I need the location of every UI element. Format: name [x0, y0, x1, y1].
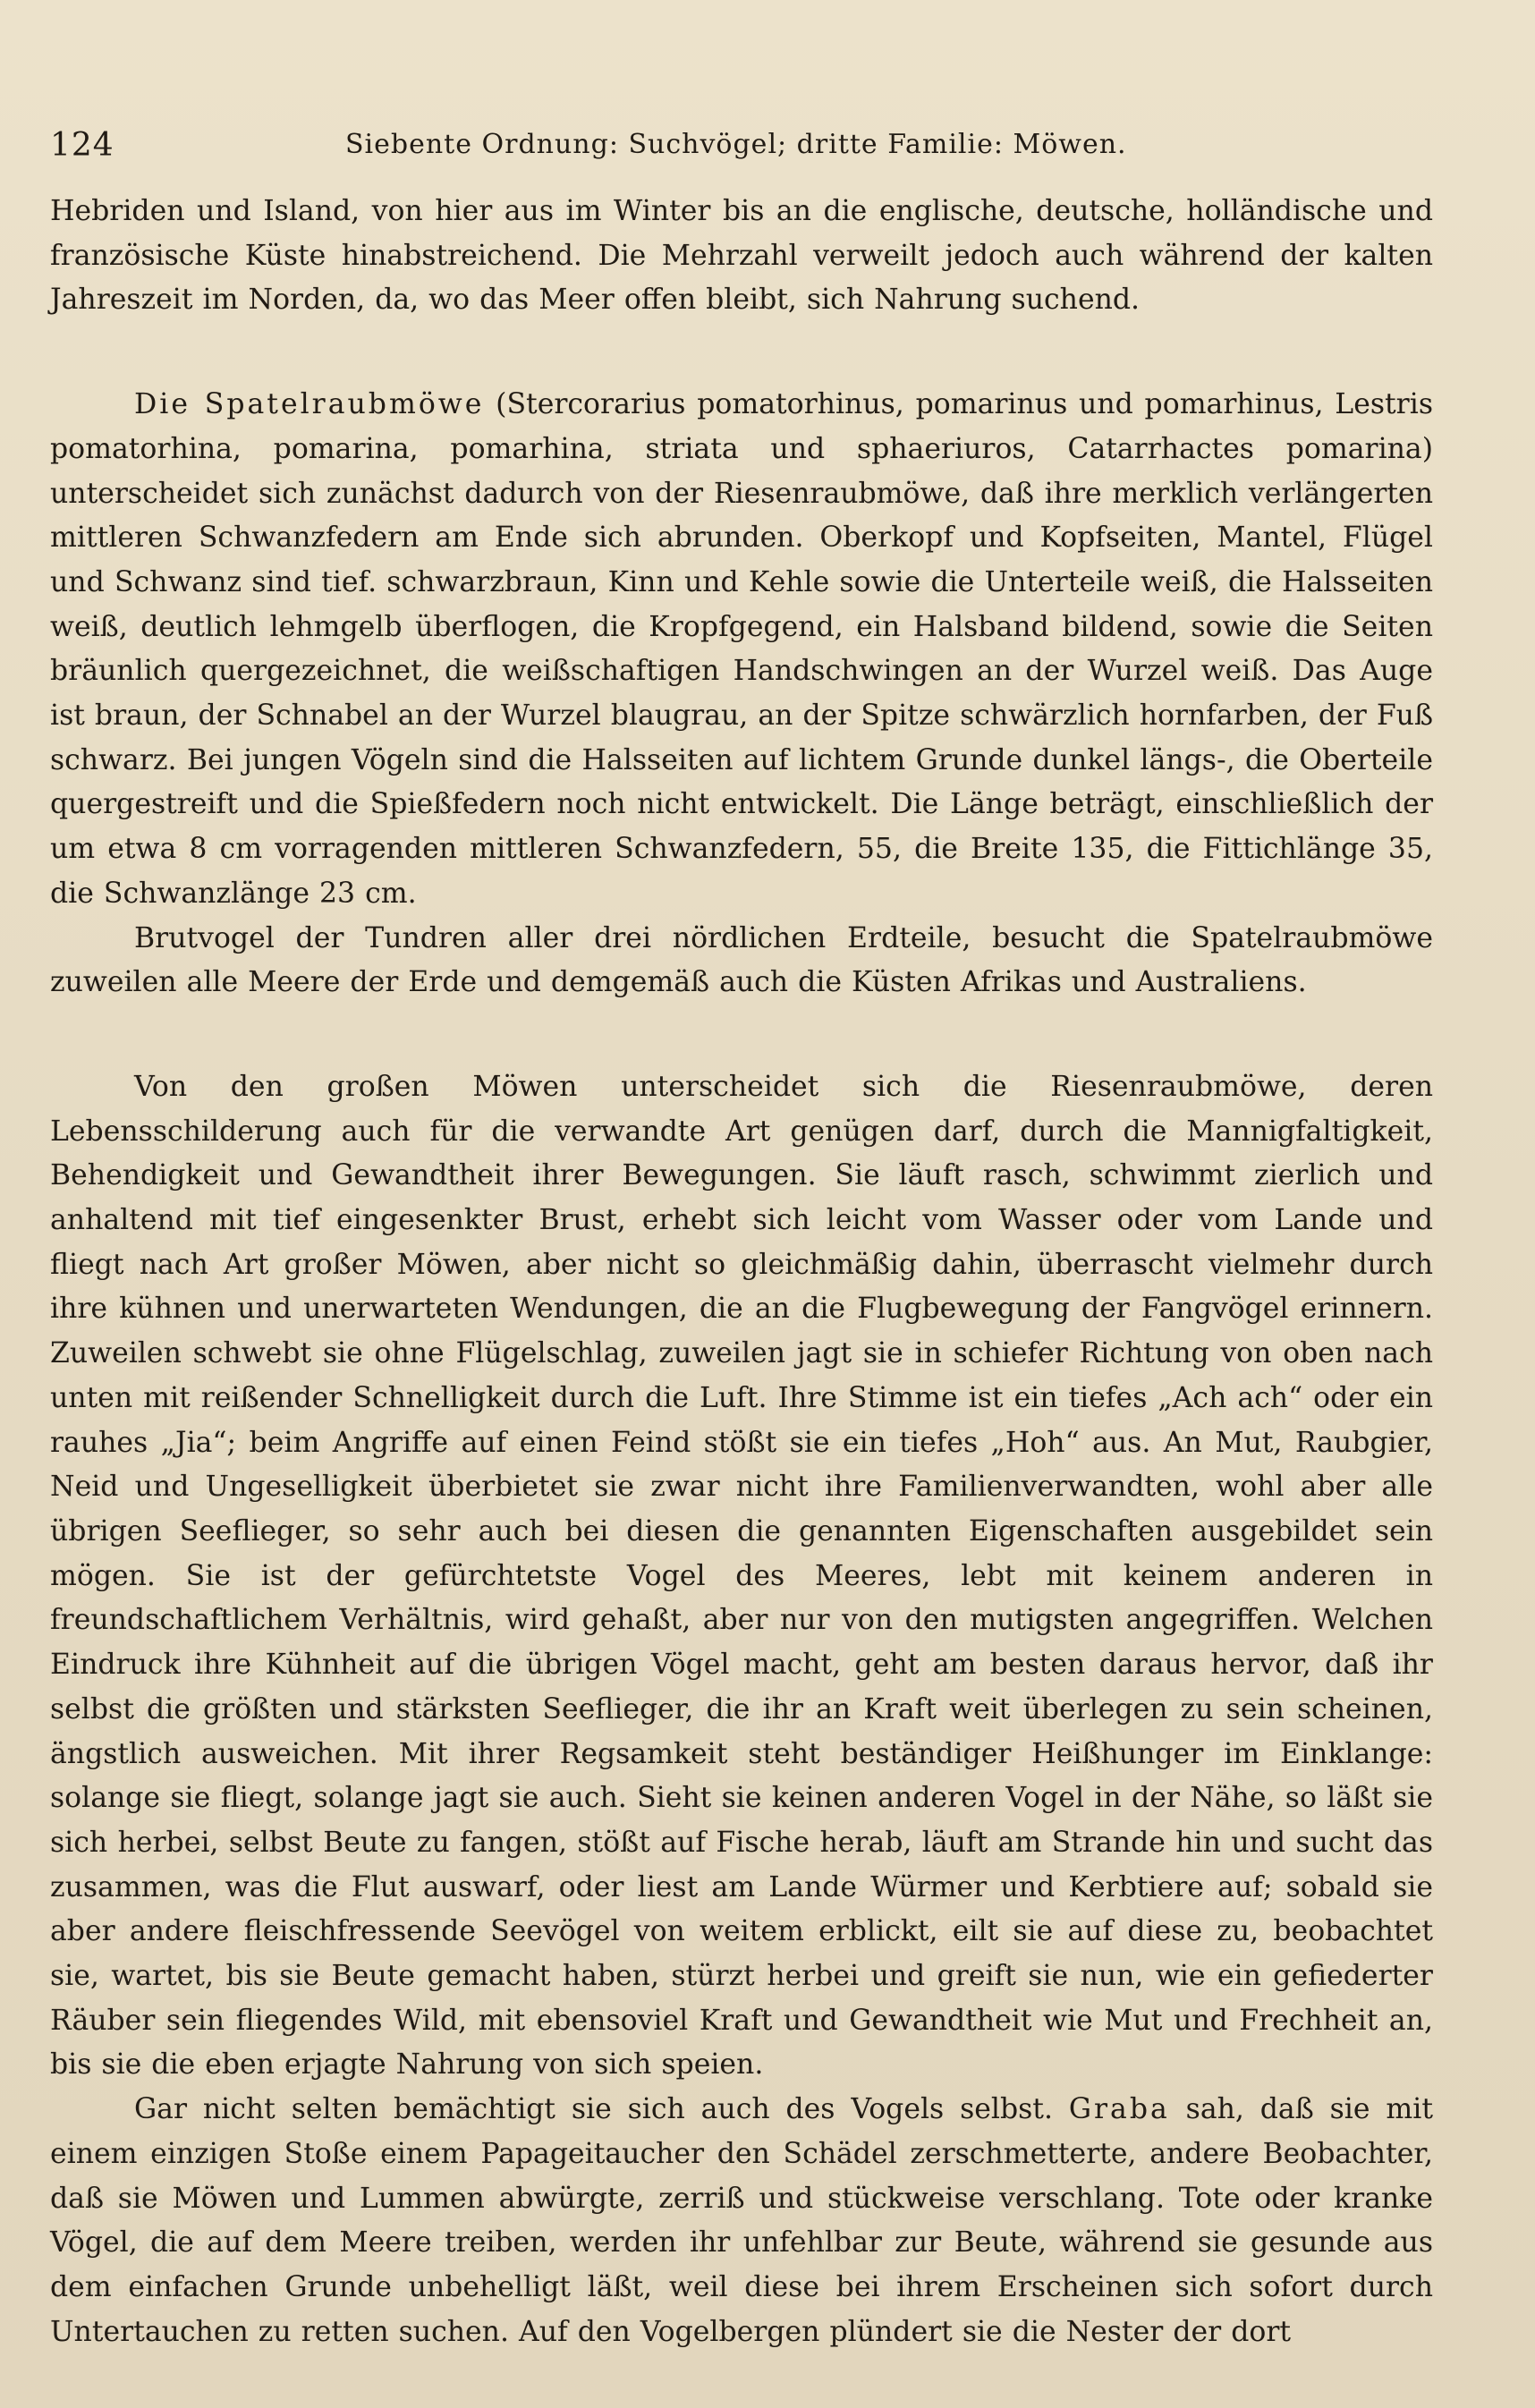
- paragraph-text: Von den großen Möwen unterscheidet sich die Riesenraubmöwe, deren Lebensschilderung auch für die verwandte Art genügen darf, durch die Mannigfaltigkeit, Behendigkeit und Gewandtheit ihrer Bewegungen. Sie läuft rasch, schwimmt zierlich und anhaltend mit tief eingesenkter Brust, erhebt sich leicht vom Wasser oder vom Lande und fliegt nach Art großer Möwen, aber nicht so gleichmäßig dahin, überrascht vielmehr durch ihre kühnen und unerwarteten Wendungen, die an die Flugbewegung der Fangvögel erinnern. Zuweilen schwebt sie ohne Flügelschlag, zuweilen jagt sie in schiefer Richtung von oben nach unten mit reißender Schnelligkeit durch die Luft. Ihre Stimme ist ein tiefes „Ach ach“ oder ein rauhes „Jia“; beim Angriffe auf einen Feind stößt sie ein tiefes „Hoh“ aus. An Mut, Raubgier, Neid und Ungeselligkeit überbietet sie zwar nicht ihre Familienverwandten, wohl aber alle übrigen Seeflieger, so sehr auch bei diesen die genannten Eigenschaften ausgebildet sein mögen. Sie ist der gefürchtetste Vogel des Meeres, lebt mit keinem anderen in freundschaftlichem Verhältnis, wird gehaßt, aber nur von den mutigsten angegriffen. Welchen Eindruck ihre Kühnheit auf die übrigen Vögel macht, geht am besten daraus hervor, daß ihr selbst die größten und stärksten Seeflieger, die ihr an Kraft weit überlegen zu sein scheinen, ängstlich ausweichen. Mit ihrer Regsamkeit steht beständiger Heißhunger im Einklange: solange sie fliegt, solange jagt sie auch. Sieht sie keinen anderen Vogel in der Nähe, so läßt sie sich herbei, selbst Beute zu fangen, stößt auf Fische herab, läuft am Strande hin und sucht das zusammen, was die Flut auswarf, oder liest am Lande Würmer und Kerbtiere auf; sobald sie aber andere fleischfressende Seevögel von weitem erblickt, eilt sie auf diese zu, beobachtet sie, wartet, bis sie Beute gemacht haben, stürzt herbei und greift sie nun, wie ein gefiederter Räuber sein fliegendes Wild, mit ebensoviel Kraft und Gewandtheit wie Mut und Frechheit an, bis sie die eben erjagte Nahrung von sich speien.: [50, 1070, 1433, 2082]
- section-gap: [50, 1005, 1433, 1065]
- running-head: Siebente Ordnung: Suchvögel; dritte Familie: Möwen.: [345, 129, 1127, 160]
- paragraph-text: (Stercorarius pomatorhinus, pomarinus und pomarhinus, Lestris pomatorhina, pomarina, pomarhina, striata und sphaeriuros, Catarrhactes pomarina) unterscheidet sich zunächst dadurch von der Riesenraubmöwe, daß ihre merklich verlängerten mittleren Schwanzfedern am Ende sich abrunden. Oberkopf und Kopfseiten, Mantel, Flügel und Schwanz sind tief. schwarzbraun, Kinn und Kehle sowie die Unterteile weiß, die Halsseiten weiß, deutlich lehmgelb überflogen, die Kropfgegend, ein Halsband bildend, sowie die Seiten bräunlich quergezeichnet, die weißschaftigen Handschwingen an der Wurzel weiß. Das Auge ist braun, der Schnabel an der Wurzel blaugrau, an der Spitze schwärzlich hornfarben, der Fuß schwarz. Bei jungen Vögeln sind die Halsseiten auf lichtem Grunde dunkel längs-, die Oberteile quergestreift und die Spießfedern noch nicht entwickelt. Die Länge beträgt, einschließlich der um etwa 8 cm vorragenden mittleren Schwanzfedern, 55, die Breite 135, die Fittichlänge 35, die Schwanzlänge 23 cm.: [50, 388, 1433, 910]
- section-gap: [50, 323, 1433, 383]
- paragraph-text: Brutvogel der Tundren aller drei nördlichen Erdteile, besucht die Spatelraubmöwe zuweilen alle Meere der Erde und demgemäß auch die Küsten Afrikas und Australiens.: [50, 921, 1433, 999]
- body-text: [50, 190, 1433, 2354]
- page-header: [50, 127, 1485, 177]
- paragraph-hebriden: [50, 190, 1433, 323]
- paragraph-lebensweise: [50, 1065, 1433, 2088]
- page-number: 124: [50, 127, 114, 164]
- paragraph-text: sah, daß sie mit einem einzigen Stoße einem Papageitaucher den Schädel zerschmetterte, andere Beobachter, daß sie Möwen und Lummen abwürgte, zerriß und stückweise verschlang. Tote oder kranke Vögel, die auf dem Meere treiben, werden ihr unfehlbar zur Beute, während sie gesunde aus dem einfachen Grunde unbehelligt läßt, weil diese bei ihrem Erscheinen sich sofort durch Untertauchen zu retten suchen. Auf den Vogelbergen plündert sie die Nester der dort: [50, 2093, 1433, 2348]
- paragraph-brutvogel: [50, 917, 1433, 1005]
- paragraph-text: Hebriden und Island, von hier aus im Winter bis an die englische, deutsche, holländische und französische Küste hinabstreichend. Die Mehrzahl verweilt jedoch auch während der kalten Jahreszeit im Norden, da, wo das Meer offen bleibt, sich Nahrung suchend.: [50, 195, 1433, 317]
- paragraph-text-pre: Gar nicht selten bemächtigt sie sich auch des Vogels selbst.: [134, 2093, 1069, 2126]
- paragraph-beute: [50, 2088, 1433, 2354]
- author-name: Graba: [1068, 2093, 1170, 2126]
- paragraph-spatelraubmoewe: [50, 383, 1433, 916]
- species-lead: Die Spatelraubmöwe: [134, 388, 485, 421]
